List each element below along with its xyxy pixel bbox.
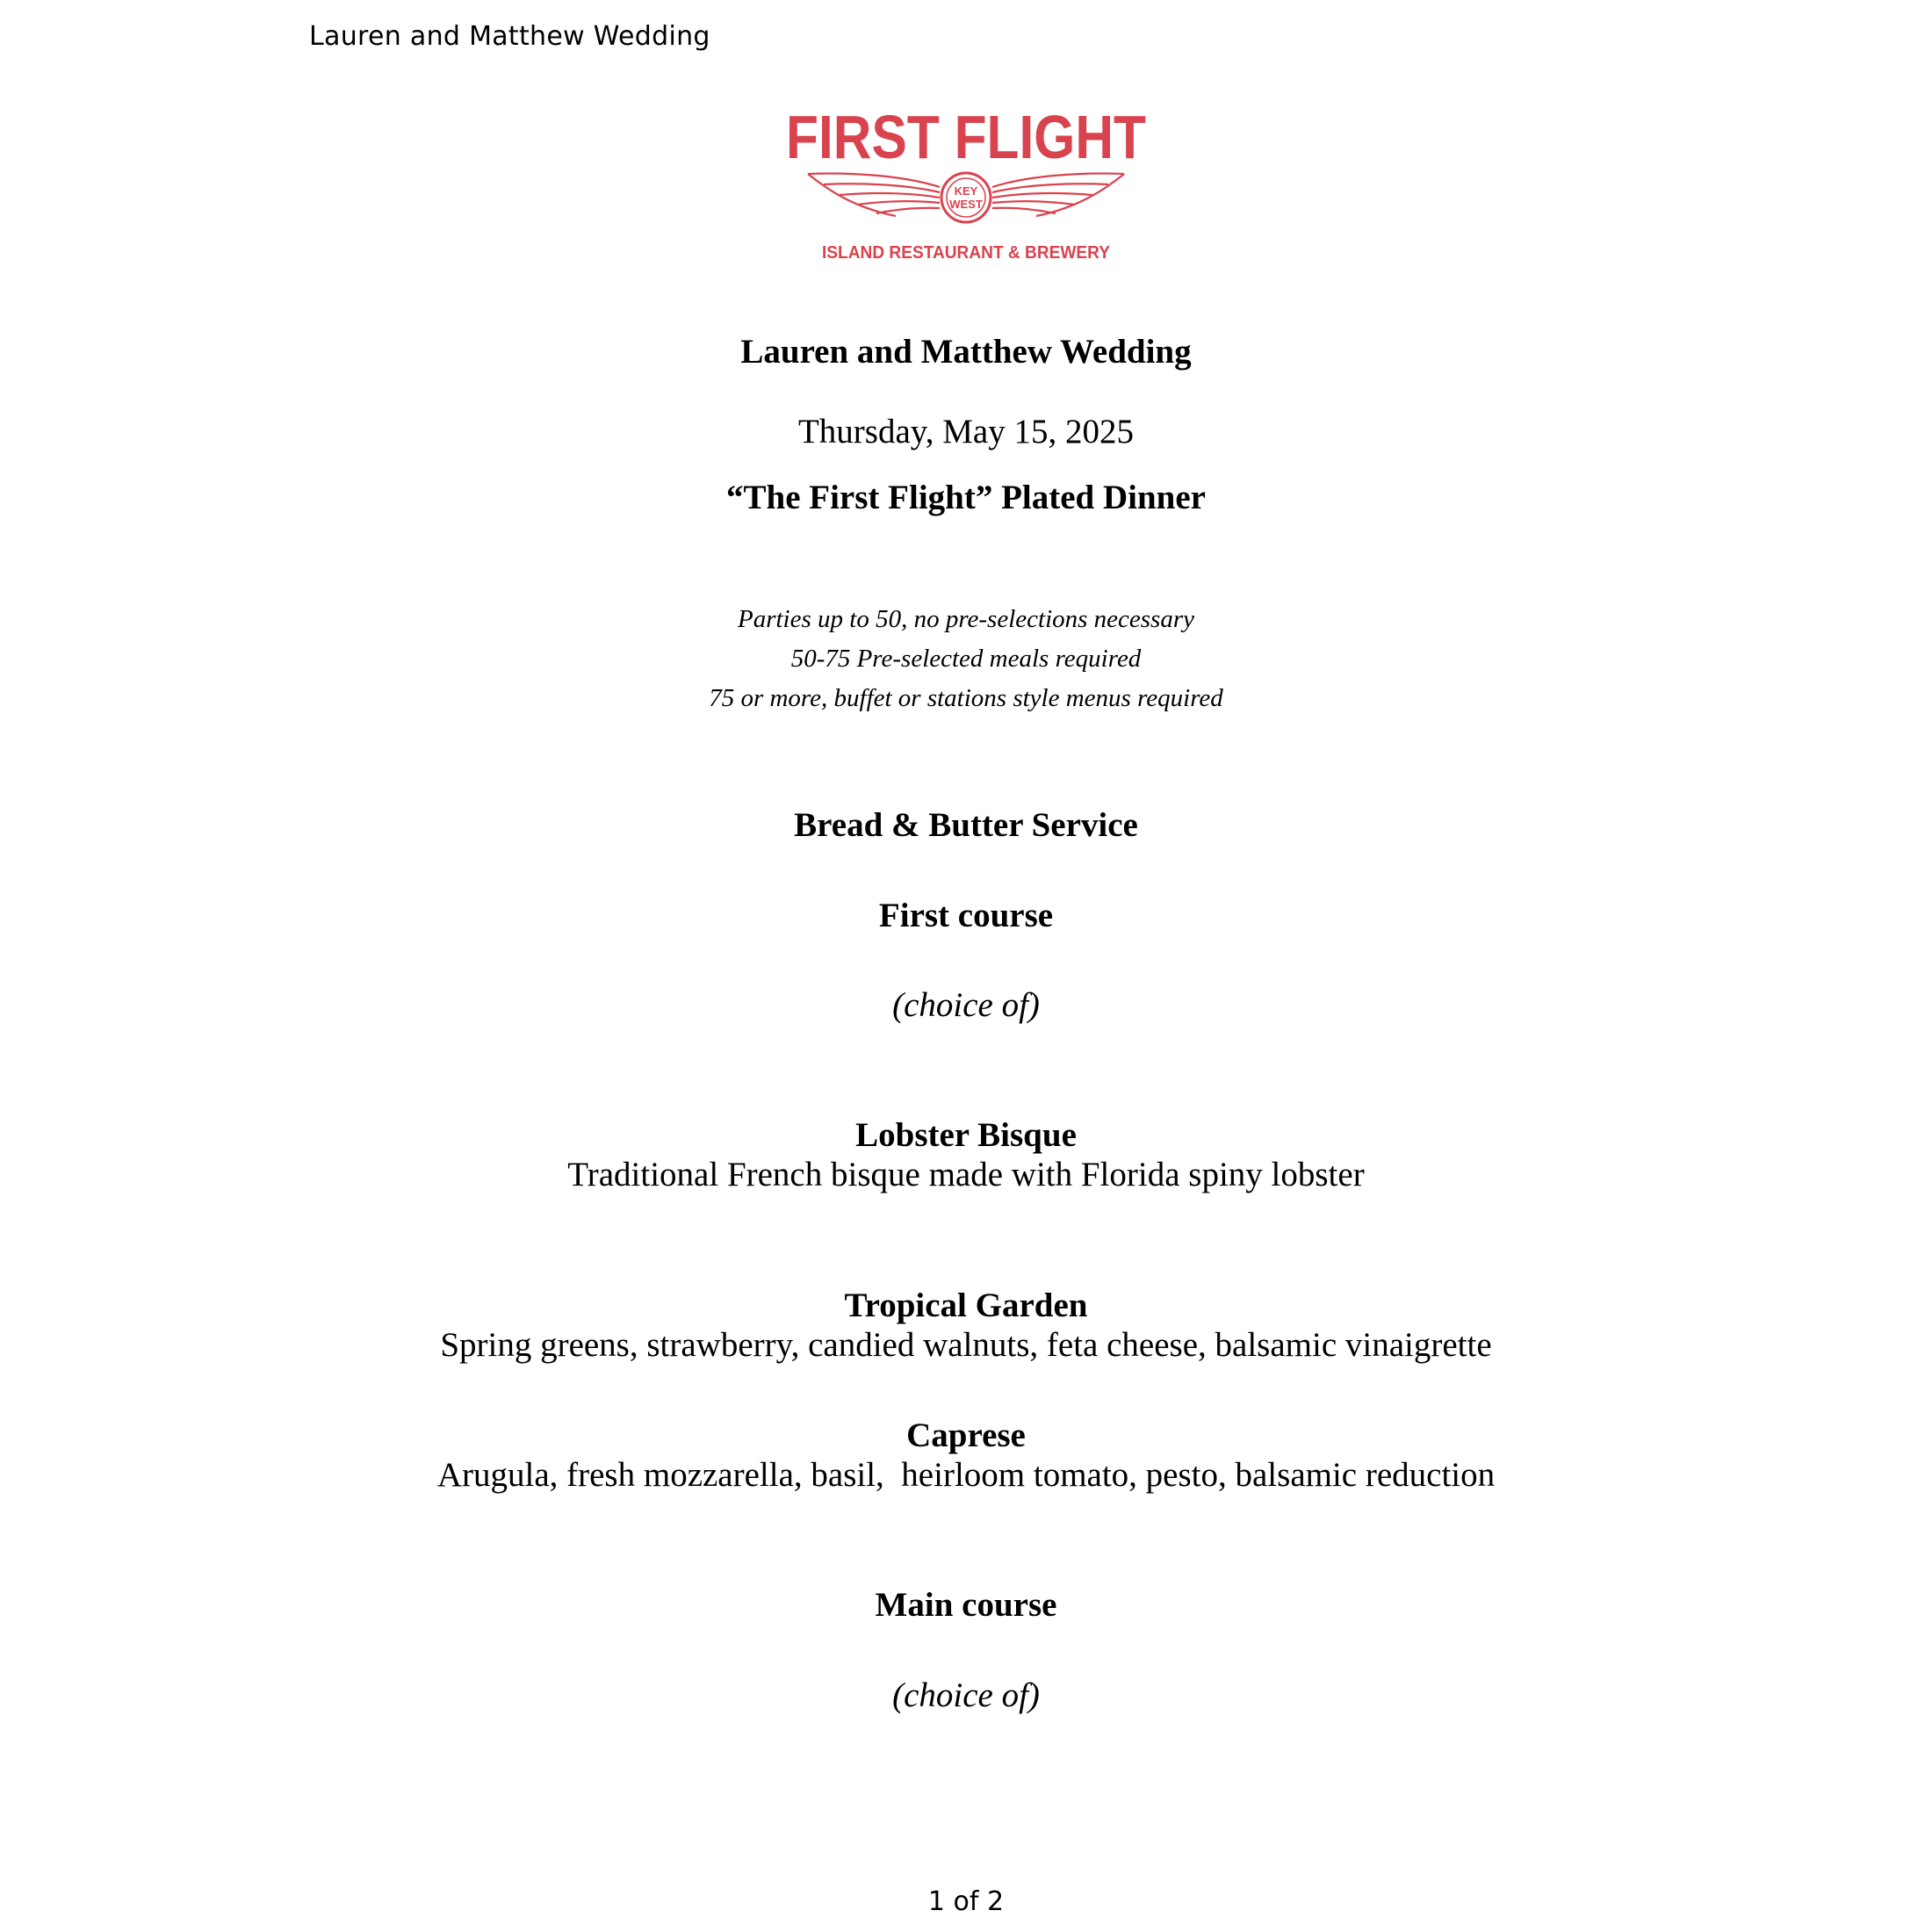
note-line: Parties up to 50, no pre-selections necessary bbox=[737, 605, 1195, 633]
note-line: 75 or more, buffet or stations style menus required bbox=[709, 684, 1223, 712]
first-flight-logo bbox=[773, 104, 1159, 270]
logo-tagline: ISLAND RESTAURANT & BREWERY bbox=[822, 243, 1111, 263]
logo-wordmark: FIRST FLIGHT bbox=[786, 103, 1146, 171]
dish-name: Tropical Garden bbox=[844, 1287, 1088, 1324]
event-date: Thursday, May 15, 2025 bbox=[797, 413, 1134, 451]
first-course-choice-label: (choice of) bbox=[892, 986, 1040, 1024]
page-indicator: 1 of 2 bbox=[927, 1886, 1005, 1917]
running-header: Lauren and Matthew Wedding bbox=[309, 21, 710, 52]
note-line: 50-75 Pre-selected meals required bbox=[790, 645, 1142, 673]
dish-name: Caprese bbox=[906, 1417, 1026, 1454]
event-title: Lauren and Matthew Wedding bbox=[740, 333, 1192, 371]
main-course-heading: Main course bbox=[875, 1586, 1057, 1624]
badge-line-1: KEY bbox=[954, 184, 978, 198]
dish-description: Spring greens, strawberry, candied walnuts, feta cheese, balsamic vinaigrette bbox=[440, 1326, 1492, 1364]
dish-description: Arugula, fresh mozzarella, basil, heirloom tomato, pesto, balsamic reduction bbox=[436, 1456, 1496, 1494]
first-course-heading: First course bbox=[878, 897, 1054, 934]
dish-name: Lobster Bisque bbox=[855, 1116, 1077, 1154]
dish-description: Traditional French bisque made with Florida spiny lobster bbox=[567, 1156, 1365, 1193]
menu-name: “The First Flight” Plated Dinner bbox=[726, 479, 1206, 516]
badge-line-2: WEST bbox=[949, 198, 983, 211]
bread-service-heading: Bread & Butter Service bbox=[794, 806, 1138, 844]
main-course-choice-label: (choice of) bbox=[892, 1676, 1040, 1714]
